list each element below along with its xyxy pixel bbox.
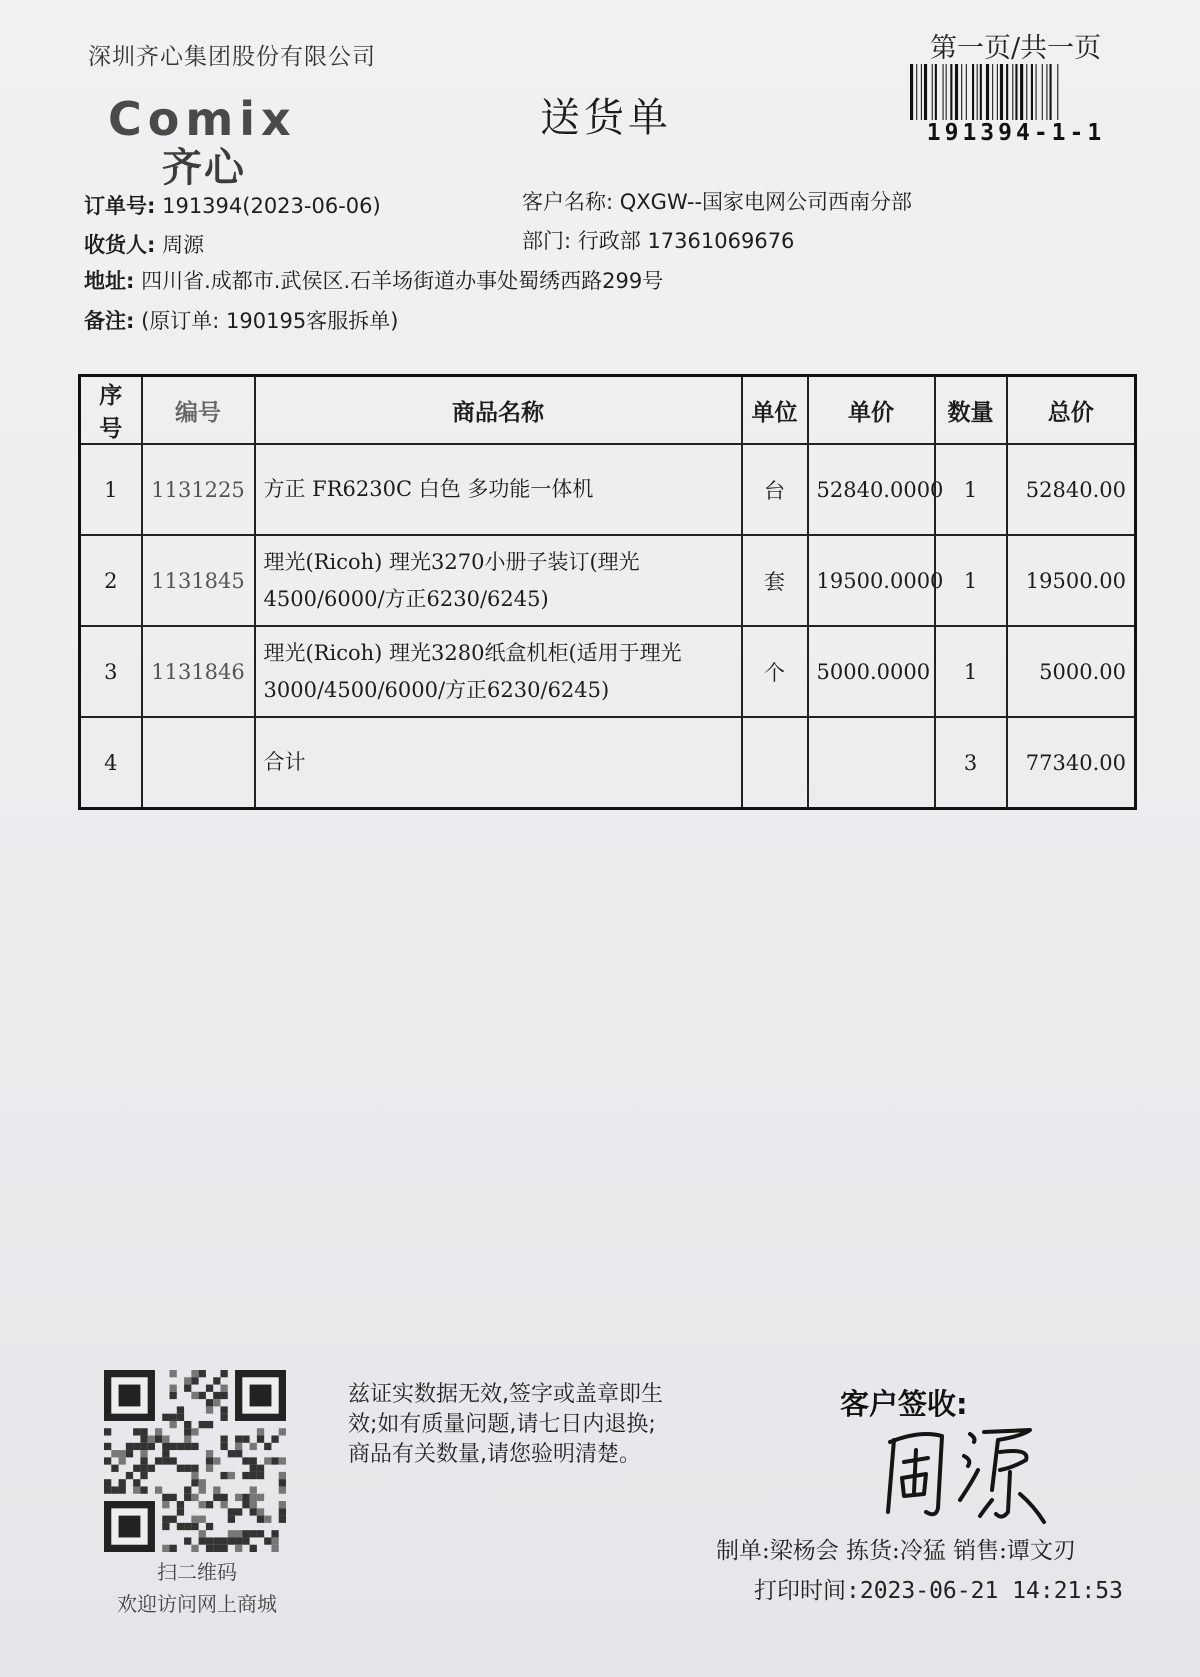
barcode-bar <box>1020 64 1023 120</box>
qr-module <box>126 1443 133 1450</box>
qr-module <box>228 1516 235 1523</box>
qr-module <box>162 1523 169 1530</box>
qr-module <box>206 1399 213 1406</box>
qr-module <box>191 1516 198 1523</box>
qr-module <box>257 1508 264 1515</box>
qr-module <box>228 1472 235 1479</box>
barcode-bar <box>977 64 978 120</box>
customer-name-line <box>522 186 912 216</box>
comix-logo <box>104 92 344 191</box>
cell-code: 1131225 <box>142 444 255 535</box>
logo-chinese: 齐心 <box>162 144 246 191</box>
qr-module <box>279 1479 286 1486</box>
qr-module <box>235 1545 242 1552</box>
qr-module <box>170 1385 177 1392</box>
qr-module <box>271 1537 278 1544</box>
barcode-bar <box>992 64 993 120</box>
barcode-number: 191394-1-1 <box>926 120 1106 146</box>
qr-module <box>177 1465 184 1472</box>
qr-module <box>220 1472 227 1479</box>
qr-module <box>104 1479 111 1486</box>
qr-module <box>111 1486 118 1493</box>
qr-module <box>155 1457 162 1464</box>
qr-module <box>250 1472 257 1479</box>
table-row <box>80 626 1136 717</box>
qr-module <box>184 1486 191 1493</box>
qr-module <box>191 1479 198 1486</box>
department-value: 行政部 17361069676 <box>577 229 795 253</box>
barcode-bar <box>972 64 974 120</box>
qr-module <box>104 1486 111 1493</box>
customer-name-value: QXGW--国家电网公司西南分部 <box>619 190 913 214</box>
qr-module <box>111 1465 118 1472</box>
qr-module <box>206 1385 213 1392</box>
qr-module <box>220 1443 227 1450</box>
qr-module <box>235 1530 242 1537</box>
qr-module <box>184 1385 191 1392</box>
document-title: 送货单 <box>540 95 672 141</box>
qr-module <box>119 1486 126 1493</box>
qr-module <box>213 1494 220 1501</box>
barcode-bar <box>1006 64 1008 120</box>
remark-label: 备注: <box>84 309 135 333</box>
qr-module <box>235 1537 242 1544</box>
qr-module <box>199 1530 206 1537</box>
qr-module <box>162 1450 169 1457</box>
qr-finder-module <box>250 1385 272 1407</box>
qr-module <box>242 1494 249 1501</box>
qr-module <box>279 1457 286 1464</box>
qr-module <box>184 1428 191 1435</box>
qr-module <box>235 1450 242 1457</box>
notice-line-1: 兹证实数据无效,签字或盖章即生 <box>348 1382 663 1407</box>
qr-module <box>177 1508 184 1515</box>
barcode-bar <box>955 64 958 120</box>
header-quantity: 数量 <box>935 376 1007 445</box>
qr-module <box>213 1399 220 1406</box>
items-table <box>78 374 1137 810</box>
qr-module <box>199 1392 206 1399</box>
department-label: 部门: <box>522 229 572 253</box>
barcode-bar <box>961 64 962 120</box>
qr-module <box>191 1428 198 1435</box>
qr-module <box>250 1457 257 1464</box>
qr-module <box>162 1443 169 1450</box>
qr-module <box>191 1377 198 1384</box>
qr-module <box>155 1486 162 1493</box>
header-product-name: 商品名称 <box>255 376 742 445</box>
qr-module <box>250 1465 257 1472</box>
qr-module <box>264 1537 271 1544</box>
qr-module <box>257 1465 264 1472</box>
barcode-bar <box>1000 64 1003 120</box>
qr-module <box>148 1465 155 1472</box>
qr-module <box>119 1450 126 1457</box>
qr-module <box>191 1443 198 1450</box>
qr-module <box>271 1457 278 1464</box>
qr-module <box>257 1436 264 1443</box>
qr-module <box>220 1414 227 1421</box>
qr-module <box>250 1501 257 1508</box>
qr-caption-line-1: 扫二维码 <box>157 1560 237 1584</box>
qr-module <box>191 1465 198 1472</box>
cell-code: 1131845 <box>142 535 255 626</box>
qr-module <box>170 1392 177 1399</box>
qr-module <box>264 1443 271 1450</box>
cell-unit <box>742 717 808 809</box>
barcode-bar <box>943 64 944 120</box>
qr-module <box>170 1414 177 1421</box>
qr-module <box>162 1457 169 1464</box>
qr-module <box>184 1421 191 1428</box>
qr-module <box>220 1501 227 1508</box>
qr-module <box>119 1479 126 1486</box>
barcode <box>908 64 1124 122</box>
qr-module <box>257 1516 264 1523</box>
qr-module <box>242 1472 249 1479</box>
barcode-bar <box>997 64 998 120</box>
cell-code <box>142 717 255 809</box>
cell-unit-price: 52840.0000 <box>808 444 935 535</box>
address-label: 地址: <box>84 269 135 293</box>
receiver-label: 收货人: <box>84 233 156 257</box>
qr-module <box>235 1443 242 1450</box>
receiver-value: 周源 <box>162 233 205 257</box>
qr-module <box>220 1370 227 1377</box>
cell-unit-price: 19500.0000 <box>808 535 935 626</box>
order-number-value: 191394(2023-06-06) <box>162 194 381 218</box>
qr-module <box>104 1428 111 1435</box>
qr-module <box>170 1545 177 1552</box>
cell-seq: 2 <box>80 535 142 626</box>
cell-unit: 个 <box>742 626 808 717</box>
qr-module <box>242 1530 249 1537</box>
qr-module <box>170 1421 177 1428</box>
company-name: 深圳齐心集团股份有限公司 <box>88 44 376 70</box>
qr-module <box>133 1443 140 1450</box>
qr-module <box>220 1406 227 1413</box>
qr-module <box>184 1494 191 1501</box>
qr-module <box>162 1501 169 1508</box>
qr-module <box>133 1428 140 1435</box>
barcode-bar <box>946 64 947 120</box>
barcode-bar <box>1042 64 1043 120</box>
barcode-bar <box>924 64 927 120</box>
print-time: 打印时间:2023-06-21 14:21:53 <box>754 1578 1123 1604</box>
qr-module <box>199 1537 206 1544</box>
address-line <box>84 265 663 295</box>
qr-module <box>206 1523 213 1530</box>
barcode-bar <box>921 64 922 120</box>
header-total: 总价 <box>1007 376 1136 445</box>
order-number-label: 订单号: <box>84 194 156 218</box>
qr-module <box>250 1530 257 1537</box>
table-row <box>80 535 1136 626</box>
qr-finder-module <box>119 1516 141 1538</box>
header-code: 编号 <box>142 376 255 445</box>
qr-module <box>199 1486 206 1493</box>
qr-module <box>213 1392 220 1399</box>
barcode-bar <box>935 64 937 120</box>
cell-seq: 4 <box>80 717 142 809</box>
staff-line: 制单:梁杨会 拣货:冷猛 销售:谭文刃 <box>716 1538 1076 1564</box>
barcode-bar <box>910 64 913 120</box>
barcode-bar <box>966 64 967 120</box>
qr-module <box>235 1436 242 1443</box>
qr-module <box>140 1486 147 1493</box>
qr-module <box>170 1457 177 1464</box>
table-total-row <box>80 717 1136 809</box>
qr-module <box>228 1530 235 1537</box>
header-unit: 单位 <box>742 376 808 445</box>
cell-product-name: 理光(Ricoh) 理光3270小册子装订(理光4500/6000/方正6230/6245) <box>255 535 742 626</box>
qr-module <box>199 1479 206 1486</box>
qr-module <box>235 1508 242 1515</box>
qr-module <box>206 1545 213 1552</box>
header-seq: 序号 <box>80 376 142 445</box>
qr-module <box>184 1537 191 1544</box>
qr-module <box>279 1486 286 1493</box>
qr-module <box>220 1494 227 1501</box>
qr-module <box>199 1421 206 1428</box>
barcode-bar <box>1012 64 1013 120</box>
cell-seq: 3 <box>80 626 142 717</box>
qr-module <box>177 1523 184 1530</box>
qr-module <box>257 1494 264 1501</box>
qr-module <box>184 1377 191 1384</box>
qr-module <box>228 1508 235 1515</box>
qr-module <box>199 1370 206 1377</box>
cell-product-name: 理光(Ricoh) 理光3280纸盒机柜(适用于理光3000/4500/6000/方正6230/6245) <box>255 626 742 717</box>
barcode-bar <box>916 64 917 120</box>
qr-module <box>206 1450 213 1457</box>
qr-module <box>126 1450 133 1457</box>
qr-module <box>206 1406 213 1413</box>
qr-module <box>119 1457 126 1464</box>
cell-quantity: 1 <box>935 626 1007 717</box>
qr-module <box>242 1457 249 1464</box>
address-value: 四川省.成都市.武侯区.石羊场街道办事处蜀绣西路299号 <box>141 269 664 293</box>
qr-module <box>220 1545 227 1552</box>
qr-module <box>213 1486 220 1493</box>
cell-unit-price <box>808 717 935 809</box>
qr-module <box>140 1457 147 1464</box>
cell-total: 52840.00 <box>1007 444 1136 535</box>
qr-module <box>104 1457 111 1464</box>
remark-value: (原订单: 190195客服拆单) <box>141 309 399 333</box>
barcode-bar <box>1015 64 1017 120</box>
qr-module <box>206 1465 213 1472</box>
qr-module <box>162 1516 169 1523</box>
qr-module <box>257 1530 264 1537</box>
qr-module <box>199 1501 206 1508</box>
qr-module <box>206 1457 213 1464</box>
barcode-bar <box>932 64 933 120</box>
cell-code: 1131846 <box>142 626 255 717</box>
qr-module <box>140 1436 147 1443</box>
header-unit-price: 单价 <box>808 376 935 445</box>
customer-name-label: 客户名称: <box>522 190 614 214</box>
qr-module <box>213 1457 220 1464</box>
qr-module <box>279 1472 286 1479</box>
qr-module <box>199 1516 206 1523</box>
qr-module <box>155 1436 162 1443</box>
qr-code <box>104 1370 286 1552</box>
table-header-row <box>80 376 1136 445</box>
qr-module <box>206 1421 213 1428</box>
qr-module <box>177 1443 184 1450</box>
qr-module <box>220 1392 227 1399</box>
qr-module <box>264 1516 271 1523</box>
qr-module <box>257 1472 264 1479</box>
qr-module <box>191 1392 198 1399</box>
qr-module <box>170 1516 177 1523</box>
qr-module <box>126 1472 133 1479</box>
qr-module <box>220 1385 227 1392</box>
customer-signature-label: 客户签收: <box>840 1387 968 1421</box>
qr-module <box>242 1537 249 1544</box>
qr-module <box>148 1443 155 1450</box>
cell-grand-total: 77340.00 <box>1007 717 1136 809</box>
cell-product-name: 方正 FR6230C 白色 多功能一体机 <box>255 444 742 535</box>
barcode-bar <box>1031 64 1033 120</box>
receiver-line <box>84 229 204 259</box>
qr-module <box>250 1508 257 1515</box>
cell-total: 19500.00 <box>1007 535 1136 626</box>
qr-module <box>140 1472 147 1479</box>
qr-module <box>250 1486 257 1493</box>
qr-module <box>213 1545 220 1552</box>
qr-module <box>177 1414 184 1421</box>
qr-module <box>133 1486 140 1493</box>
order-number-line <box>84 190 381 220</box>
qr-module <box>213 1537 220 1544</box>
cell-unit: 台 <box>742 444 808 535</box>
barcode-bar <box>1036 64 1037 120</box>
page-indicator: 第一页/共一页 <box>930 33 1102 64</box>
qr-module <box>235 1494 242 1501</box>
qr-module <box>279 1508 286 1515</box>
logo-wordmark: Comix <box>108 92 297 146</box>
qr-module <box>220 1537 227 1544</box>
notice-line-2: 效;如有质量问题,请七日内退换; <box>348 1412 656 1437</box>
qr-module <box>264 1457 271 1464</box>
qr-module <box>133 1465 140 1472</box>
barcode-bar <box>986 64 989 120</box>
notice-line-3: 商品有关数量,请您验明清楚。 <box>348 1442 641 1467</box>
qr-module <box>162 1414 169 1421</box>
barcode-bar <box>980 64 982 120</box>
qr-module <box>184 1523 191 1530</box>
qr-caption-line-2: 欢迎访问网上商城 <box>117 1592 277 1616</box>
qr-caption <box>92 1556 302 1620</box>
qr-module <box>228 1537 235 1544</box>
qr-module <box>250 1443 257 1450</box>
qr-module <box>104 1443 111 1450</box>
qr-module <box>242 1501 249 1508</box>
qr-module <box>257 1428 264 1435</box>
qr-module <box>140 1428 147 1435</box>
qr-module <box>191 1370 198 1377</box>
qr-module <box>184 1443 191 1450</box>
table-row <box>80 444 1136 535</box>
qr-module <box>177 1501 184 1508</box>
qr-module <box>250 1545 257 1552</box>
barcode-bar <box>1046 64 1047 120</box>
barcode-bar <box>1057 64 1058 120</box>
remark-line <box>84 305 398 335</box>
qr-module <box>271 1436 278 1443</box>
qr-module <box>242 1436 249 1443</box>
barcode-bar <box>950 64 952 120</box>
department-line <box>522 225 794 255</box>
qr-module <box>191 1494 198 1501</box>
qr-module <box>206 1501 213 1508</box>
qr-module <box>155 1428 162 1435</box>
qr-module <box>184 1436 191 1443</box>
qr-module <box>279 1428 286 1435</box>
qr-module <box>170 1370 177 1377</box>
qr-module <box>271 1530 278 1537</box>
notice-text <box>348 1380 768 1470</box>
barcode-bar <box>1026 64 1027 120</box>
qr-module <box>162 1436 169 1443</box>
qr-module <box>228 1450 235 1457</box>
qr-module <box>184 1465 191 1472</box>
qr-module <box>191 1523 198 1530</box>
qr-module <box>191 1545 198 1552</box>
cell-quantity: 1 <box>935 444 1007 535</box>
qr-module <box>213 1377 220 1384</box>
cell-seq: 1 <box>80 444 142 535</box>
cell-quantity: 1 <box>935 535 1007 626</box>
qr-module <box>162 1494 169 1501</box>
cell-unit: 套 <box>742 535 808 626</box>
qr-module <box>206 1537 213 1544</box>
qr-module <box>140 1465 147 1472</box>
qr-module <box>279 1501 286 1508</box>
qr-module <box>220 1436 227 1443</box>
qr-module <box>133 1479 140 1486</box>
qr-module <box>170 1494 177 1501</box>
qr-finder-module <box>119 1385 141 1407</box>
qr-module <box>250 1494 257 1501</box>
qr-module <box>191 1472 198 1479</box>
qr-module <box>170 1443 177 1450</box>
cell-total: 5000.00 <box>1007 626 1136 717</box>
qr-module <box>177 1406 184 1413</box>
qr-module <box>140 1450 147 1457</box>
cell-unit-price: 5000.0000 <box>808 626 935 717</box>
qr-module <box>111 1450 118 1457</box>
qr-module <box>162 1545 169 1552</box>
qr-module <box>140 1443 147 1450</box>
qr-module <box>148 1436 155 1443</box>
qr-module <box>271 1545 278 1552</box>
qr-module <box>279 1516 286 1523</box>
cell-total-label: 合计 <box>255 717 742 809</box>
barcode-bar <box>1050 64 1052 120</box>
handwritten-signature <box>880 1420 1050 1530</box>
cell-total-quantity: 3 <box>935 717 1007 809</box>
